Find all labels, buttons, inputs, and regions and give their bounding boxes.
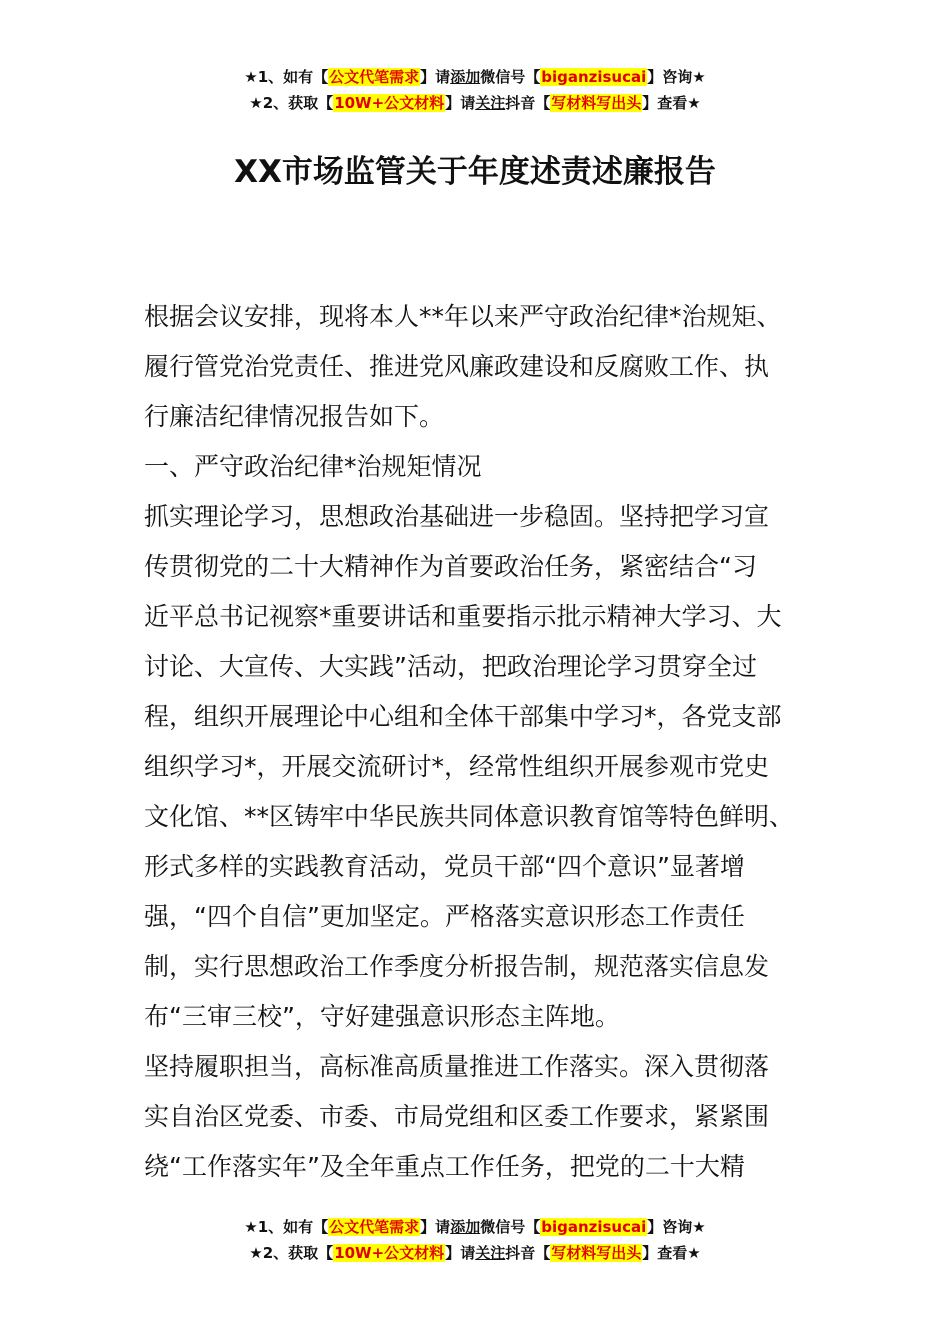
body-line: 履行管党治党责任、推进党风廉政建设和反腐败工作、执	[144, 352, 770, 381]
banner-highlight: 公文代笔需求	[329, 68, 420, 86]
body-line: 组织学习*，开展交流研讨*，经常性组织开展参观市党史	[144, 752, 770, 781]
banner-text: ★2、获取【	[249, 94, 334, 112]
banner-highlight: 10W+公文材料	[334, 1244, 445, 1262]
body-line: 绕“工作落实年”及全年重点工作任务，把党的二十大精	[144, 1152, 745, 1181]
banner-text: 抖音【	[505, 1244, 551, 1262]
banner-text: 】请	[445, 1244, 476, 1262]
banner-highlight: biganzisucai	[541, 68, 647, 86]
banner-underline: 添加	[450, 1218, 481, 1236]
banner-highlight: 10W+公文材料	[334, 94, 445, 112]
banner-text: 】查看★	[642, 1244, 701, 1262]
banner-underline: 关注	[475, 1244, 506, 1262]
footer-banner	[0, 1214, 950, 1266]
body-line: 坚持履职担当，高标准高质量推进工作落实。深入贯彻落	[144, 1052, 770, 1081]
body-line: 讨论、大宣传、大实践”活动，把政治理论学习贯穿全过	[144, 652, 757, 681]
body-line: 传贯彻党的二十大精神作为首要政治任务，紧密结合“习	[144, 552, 757, 581]
banner-highlight: 公文代笔需求	[329, 1218, 420, 1236]
banner-line-2	[0, 90, 950, 116]
banner-text: 抖音【	[505, 94, 551, 112]
banner-text: 】请	[420, 68, 451, 86]
body-line: 强，“四个自信”更加坚定。严格落实意识形态工作责任	[144, 902, 745, 931]
body-line: 布“三审三校”，守好建强意识形态主阵地。	[144, 1002, 620, 1031]
banner-text: ★1、如有【	[244, 1218, 329, 1236]
banner-underline: 添加	[450, 68, 481, 86]
banner-text: 】咨询★	[647, 1218, 706, 1236]
banner-text: 】查看★	[642, 94, 701, 112]
banner-text: 】咨询★	[647, 68, 706, 86]
banner-text: 】请	[420, 1218, 451, 1236]
body-line: 程，组织开展理论中心组和全体干部集中学习*，各党支部	[144, 702, 782, 731]
banner-text: 微信号【	[480, 68, 541, 86]
document-body	[144, 292, 824, 1192]
body-line: 近平总书记视察*重要讲话和重要指示批示精神大学习、大	[144, 602, 782, 631]
body-line: 行廉洁纪律情况报告如下。	[144, 402, 445, 431]
header-banner	[0, 64, 950, 116]
document-title: XX市场监管关于年度述责述廉报告	[234, 154, 716, 190]
body-line: 文化馆、**区铸牢中华民族共同体意识教育馆等特色鲜明、	[144, 802, 795, 831]
banner-text: ★1、如有【	[244, 68, 329, 86]
banner-line-2	[0, 1240, 950, 1266]
body-line: 形式多样的实践教育活动，党员干部“四个意识”显著增	[144, 852, 745, 881]
body-line: 根据会议安排，现将本人**年以来严守政治纪律*治规矩、	[144, 302, 782, 331]
section-heading: 一、严守政治纪律*治规矩情况	[144, 452, 482, 481]
banner-underline: 关注	[475, 94, 506, 112]
banner-line-1	[0, 64, 950, 90]
banner-highlight: 写材料写出头	[551, 1244, 642, 1262]
banner-text: ★2、获取【	[249, 1244, 334, 1262]
banner-text: 】请	[445, 94, 476, 112]
banner-line-1	[0, 1214, 950, 1240]
body-line: 实自治区党委、市委、市局党组和区委工作要求，紧紧围	[144, 1102, 770, 1131]
body-line: 抓实理论学习，思想政治基础进一步稳固。坚持把学习宣	[144, 502, 770, 531]
body-line: 制，实行思想政治工作季度分析报告制，规范落实信息发	[144, 952, 770, 981]
banner-highlight: biganzisucai	[541, 1218, 647, 1236]
banner-highlight: 写材料写出头	[551, 94, 642, 112]
banner-text: 微信号【	[480, 1218, 541, 1236]
